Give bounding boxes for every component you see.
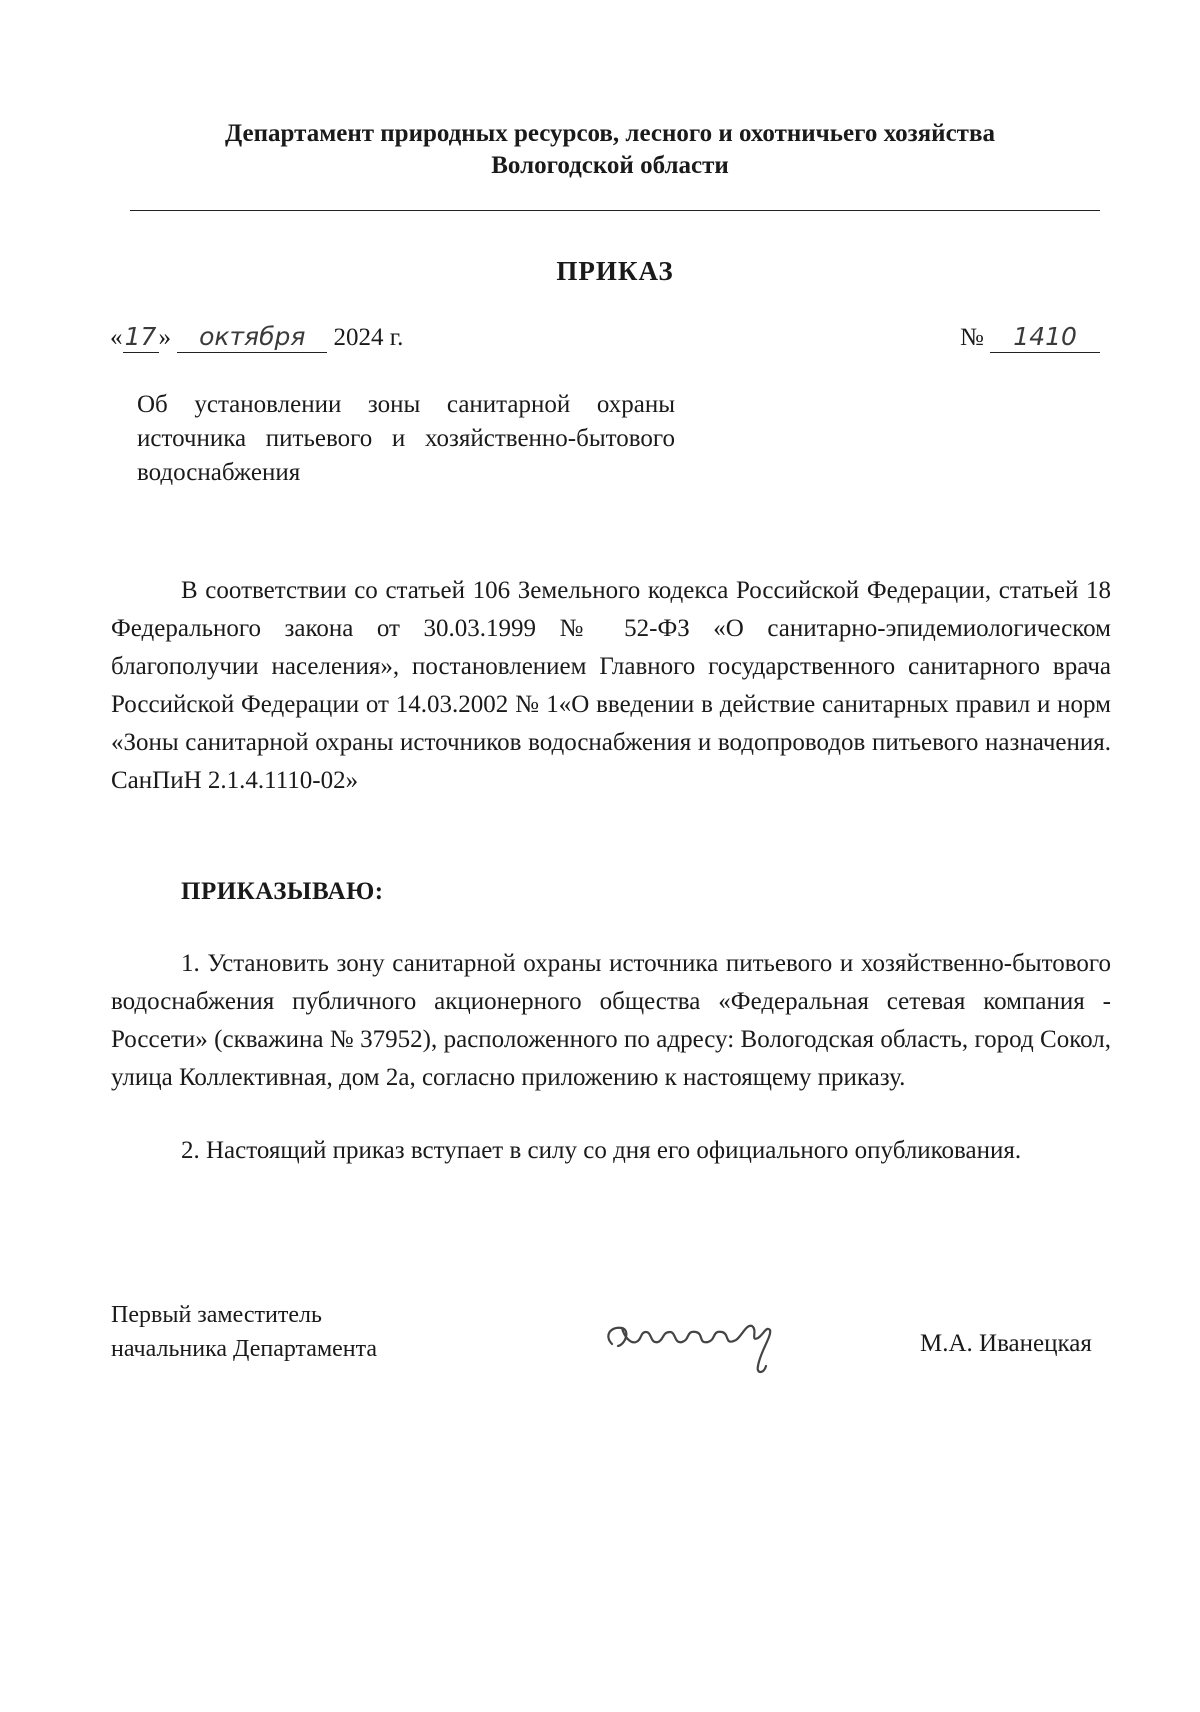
- number-handwritten: 1410: [990, 322, 1100, 353]
- header-divider: [130, 210, 1100, 211]
- signer-name: М.А. Иванецкая: [920, 1330, 1092, 1357]
- signer-position-line2: начальника Департамента: [111, 1336, 378, 1362]
- document-number: [960, 322, 1100, 353]
- department-name-line2: Вологодской области: [491, 152, 729, 179]
- date-year: 2024 г.: [333, 324, 404, 351]
- signer-position-line1: Первый заместитель: [111, 1302, 322, 1328]
- document-title: ПРИКАЗ: [556, 256, 674, 286]
- department-name-line1: Департамент природных ресурсов, лесного и охотничьего хозяйства: [225, 120, 995, 147]
- department-header: [120, 118, 1100, 182]
- date-day-handwritten: 17: [123, 322, 159, 353]
- date-month-handwritten: октября: [177, 322, 327, 353]
- handwritten-signature: [600, 1296, 800, 1376]
- signer-position: [111, 1298, 377, 1366]
- order-heading: ПРИКАЗЫВАЮ:: [181, 878, 384, 905]
- document-date: [110, 322, 403, 353]
- date-open-quote: «: [110, 324, 123, 351]
- document-subject: Об установлении зоны санитарной охраны источника питьевого и хозяйственно-бытового водоснабжения: [137, 391, 675, 486]
- number-label: №: [960, 324, 984, 351]
- order-item-2: 2. Настоящий приказ вступает в силу со дня его официального опубликования.: [181, 1137, 1022, 1164]
- preamble-paragraph: В соответствии со статьей 106 Земельного кодекса Российской Федерации, статьей 18 Федерального закона от 30.03.1999 № 52-ФЗ «О санитарно-эпидемиологическом благополучии населения», постановлением Главного государственного санитарного врача Российской Федерации от 14.03.2002 № 1«О введении в действие санитарных правил и норм «Зоны санитарной охраны источников водоснабжения и водопроводов питьевого назначения. СанПиН 2.1.4.1110-02»: [111, 577, 1111, 794]
- order-item-1: 1. Установить зону санитарной охраны источника питьевого и хозяйственно-бытового водоснабжения публичного акционерного общества «Федеральная сетевая компания - Россети» (скважина № 37952), расположенного по адресу: Вологодская область, город Сокол, улица Коллективная, дом 2а, согласно приложению к настоящему приказу.: [111, 950, 1111, 1091]
- date-close-quote: »: [158, 324, 171, 351]
